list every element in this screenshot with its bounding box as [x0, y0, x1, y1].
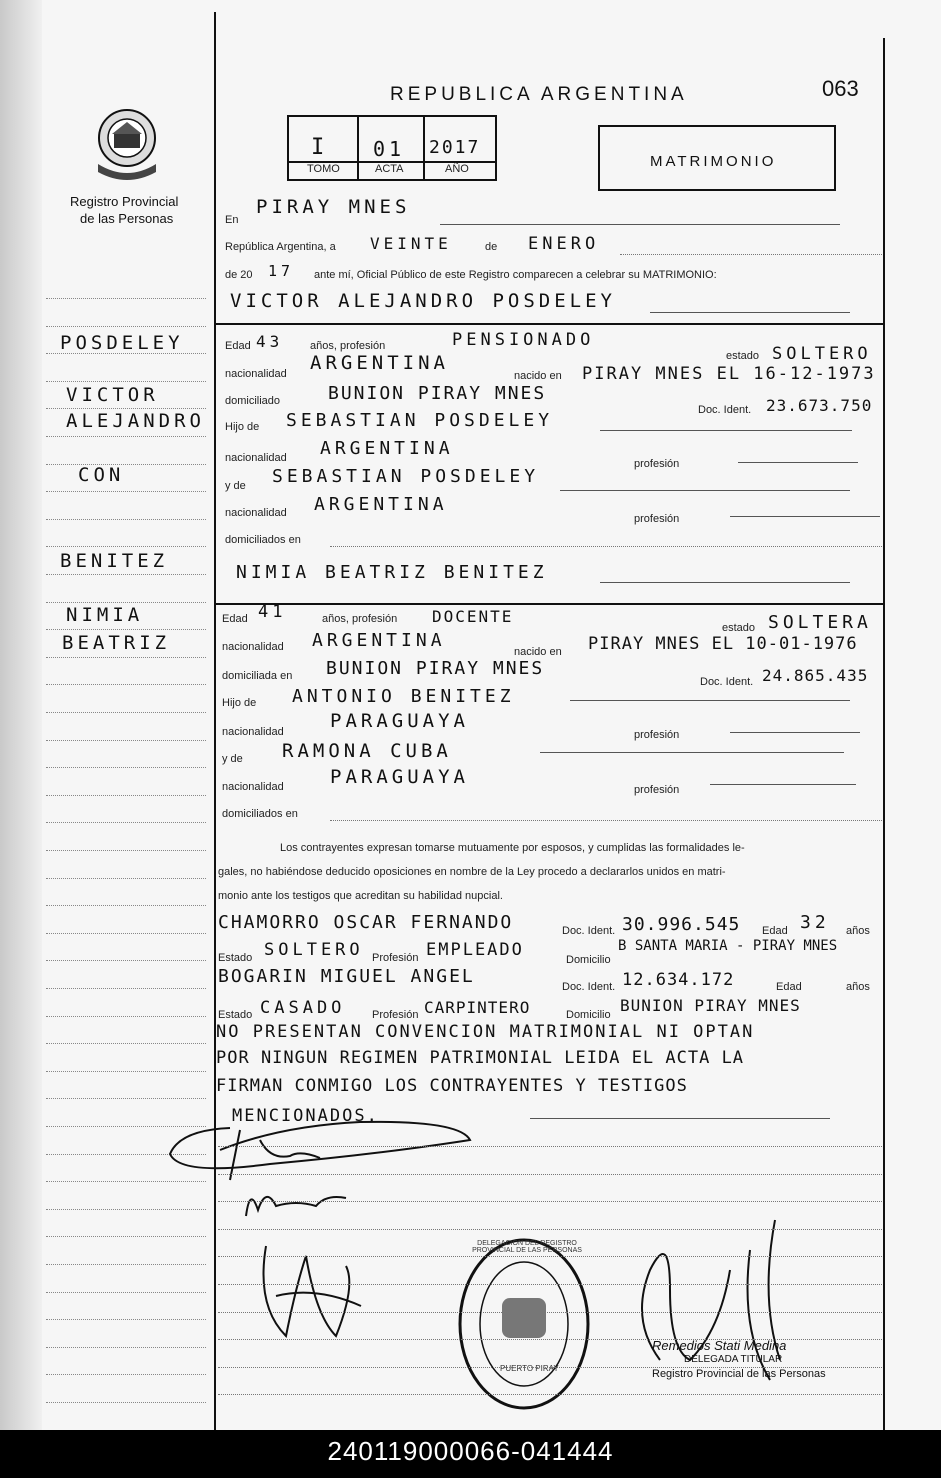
label-anios-profesion: años, profesión [322, 613, 398, 625]
label-estado: Estado [218, 1009, 253, 1021]
rule [730, 732, 860, 733]
observation-line2: POR NINGUN REGIMEN PATRIMONIAL LEIDA EL ACTA LA [216, 1048, 745, 1068]
witness1-doc: 30.996.545 [622, 914, 741, 935]
margin-rule [46, 795, 206, 796]
witness2-domicile: BUNION PIRAY MNES [620, 996, 801, 1015]
margin-rule [46, 1016, 206, 1017]
rule [440, 224, 840, 225]
legal-text-line3: monio ante los testigos que acreditan su habilidad nupcial. [218, 890, 503, 902]
body-rule [218, 1146, 882, 1147]
tomo-label: TOMO [307, 163, 340, 175]
label-nacionalidad: nacionalidad [222, 641, 284, 653]
page-number: 063 [822, 76, 859, 101]
label-estado: estado [726, 350, 760, 362]
label-profesion: profesión [634, 784, 680, 796]
label-profesion: profesión [634, 513, 680, 525]
document-type-box [598, 125, 836, 191]
rule [530, 1118, 830, 1119]
act-month: ENERO [528, 234, 600, 254]
margin-rule [46, 546, 206, 547]
margin-rule [46, 988, 206, 989]
bride-mother-nationality: PARAGUAYA [330, 766, 469, 788]
margin-note-groom-surname: POSDELEY [60, 332, 184, 354]
rule [560, 490, 850, 491]
margin-note-con: CON [78, 464, 125, 486]
bride-profession: DOCENTE [432, 607, 514, 626]
body-rule [218, 1367, 882, 1368]
rule [600, 430, 852, 431]
rule [600, 582, 850, 583]
margin-rule [46, 1402, 206, 1403]
rule [738, 462, 858, 463]
groom-father-nationality: ARGENTINA [320, 438, 454, 459]
seal-text: DELEGACION DEL REGISTRO PROVINCIAL DE LAS PERSONAS [472, 1240, 582, 1254]
tomo-acta-anio-box [287, 115, 497, 181]
body-rule [218, 1312, 882, 1313]
label-republica: República Argentina, a [225, 241, 336, 253]
label-y-de: y de [222, 753, 243, 765]
bride-mother: RAMONA CUBA [282, 740, 452, 762]
margin-rule [46, 574, 206, 575]
registry-name-line1: Registro Provincial [70, 194, 179, 209]
groom-profession: PENSIONADO [452, 330, 595, 350]
rule [710, 784, 856, 785]
label-en: En [225, 214, 239, 226]
margin-rule [46, 519, 206, 520]
section-divider [214, 603, 883, 605]
margin-rule [46, 933, 206, 934]
margin-rule [46, 657, 206, 658]
label-domiciliados-en: domiciliados en [222, 808, 298, 820]
body-rule [218, 1174, 882, 1175]
margin-rule [46, 1292, 206, 1293]
groom-full-name: VICTOR ALEJANDRO POSDELEY [230, 290, 616, 312]
groom-doc: 23.673.750 [766, 396, 873, 415]
label-anios: años [846, 981, 870, 993]
label-edad: Edad [225, 340, 251, 352]
label-profesion: profesión [634, 458, 680, 470]
label-de-20: de 20 [225, 269, 253, 281]
label-de: de [485, 241, 498, 253]
bride-doc: 24.865.435 [762, 666, 869, 685]
label-estado: Estado [218, 952, 253, 964]
legal-text-line1: Los contrayentes expresan tomarse mutuamente por esposos, y cumplidas las formalidades le- [280, 842, 745, 854]
act-day: VEINTE [370, 234, 452, 253]
margin-rule [46, 381, 206, 382]
margin-note-bride-surname: BENITEZ [60, 550, 169, 572]
witness2-status: CASADO [260, 998, 346, 1018]
margin-note-groom-first: VICTOR [66, 384, 159, 406]
groom-marital-status: SOLTERO [772, 344, 872, 364]
label-nacido-en: nacido en [514, 646, 562, 658]
margin-note-bride-first: NIMIA [66, 604, 144, 626]
margin-rule [46, 1043, 206, 1044]
groom-mother: SEBASTIAN POSDELEY [272, 466, 540, 487]
margin-rule [46, 767, 206, 768]
section-divider [214, 323, 883, 325]
witness2-profession: CARPINTERO [424, 998, 531, 1017]
page-edge-shadow [0, 0, 42, 1430]
margin-note-bride-second: BEATRIZ [62, 632, 171, 654]
label-doc-ident: Doc. Ident. [562, 925, 616, 937]
bride-age: 41 [258, 602, 287, 622]
label-nacionalidad: nacionalidad [225, 507, 287, 519]
registry-name-line2: de las Personas [80, 211, 174, 226]
label-profesion: Profesión [372, 952, 419, 964]
bride-domicile: BUNION PIRAY MNES [326, 658, 545, 679]
margin-rule [46, 491, 206, 492]
groom-nationality: ARGENTINA [310, 352, 449, 374]
anio-value: 2017 [429, 137, 481, 158]
label-estado: estado [722, 622, 756, 634]
margin-rule [46, 1264, 206, 1265]
rule [650, 312, 850, 313]
margin-rule [46, 629, 206, 630]
label-domiciliado: domiciliado [225, 395, 281, 407]
body-rule [218, 1339, 882, 1340]
tomo-value: I [311, 135, 329, 160]
official-seal-icon [456, 1236, 592, 1412]
margin-rule [46, 684, 206, 685]
official-title: DELEGADA TITULAR [684, 1354, 783, 1365]
label-nacionalidad: nacionalidad [225, 452, 287, 464]
margin-rule [46, 1347, 206, 1348]
margin-rule [46, 298, 206, 299]
acta-label: ACTA [375, 163, 404, 175]
witness1-status: SOLTERO [264, 940, 364, 960]
label-edad: Edad [762, 925, 788, 937]
label-doc-ident: Doc. Ident. [700, 676, 754, 688]
margin-rule [46, 1071, 206, 1072]
margin-rule [46, 960, 206, 961]
margin-rule [46, 740, 206, 741]
label-nacionalidad: nacionalidad [222, 781, 284, 793]
label-domicilio: Domicilio [566, 1009, 611, 1021]
margin-rule [46, 326, 206, 327]
bride-birth: PIRAY MNES EL 10-01-1976 [588, 634, 858, 654]
bride-father-nationality: PARAGUAYA [330, 710, 469, 732]
margin-rule [46, 1209, 206, 1210]
label-domiciliada-en: domiciliada en [222, 670, 293, 682]
witness1-age: 32 [800, 912, 830, 933]
margin-rule [46, 602, 206, 603]
rule [330, 820, 882, 821]
misiones-emblem-icon [94, 108, 160, 184]
label-anios-profesion: años, profesión [310, 340, 386, 352]
witness2-name: BOGARIN MIGUEL ANGEL [218, 966, 475, 987]
anio-label: AÑO [445, 163, 469, 175]
groom-father: SEBASTIAN POSDELEY [286, 410, 554, 431]
official-name: Remedios Stati Medina [652, 1338, 787, 1353]
rule [620, 254, 882, 255]
margin-rule [46, 822, 206, 823]
margin-rule [46, 850, 206, 851]
label-profesion: Profesión [372, 1009, 419, 1021]
country-title: REPUBLICA ARGENTINA [390, 84, 688, 105]
left-margin-line [214, 12, 216, 1430]
margin-rule [46, 1098, 206, 1099]
label-edad: Edad [776, 981, 802, 993]
label-ante-mi: ante mí, Oficial Público de este Registro comparecen a celebrar su MATRIMONIO: [314, 269, 717, 281]
bride-nationality: ARGENTINA [312, 630, 446, 651]
body-rule [218, 1256, 882, 1257]
rule [730, 516, 880, 517]
observation-line3: FIRMAN CONMIGO LOS CONTRAYENTES Y TESTIGOS [216, 1076, 688, 1096]
margin-rule [46, 878, 206, 879]
seal-place: PUERTO PIRAY [500, 1364, 559, 1373]
label-nacionalidad: nacionalidad [225, 368, 287, 380]
witness-signature-icon [246, 1226, 376, 1356]
label-anios: años [846, 925, 870, 937]
label-doc-ident: Doc. Ident. [698, 404, 752, 416]
label-hijo-de: Hijo de [225, 421, 260, 433]
body-rule [218, 1284, 882, 1285]
rule [540, 752, 844, 753]
witness2-doc: 12.634.172 [622, 970, 735, 990]
official-office: Registro Provincial de las Personas [652, 1368, 826, 1380]
rule [330, 546, 882, 547]
observation-line1: NO PRESENTAN CONVENCION MATRIMONIAL NI OPTAN [216, 1022, 755, 1042]
footer-code: 240119000066-041444 [327, 1436, 614, 1466]
right-margin-line [883, 38, 885, 1430]
margin-rule [46, 905, 206, 906]
witness1-name: CHAMORRO OSCAR FERNANDO [218, 912, 514, 933]
body-rule [218, 1229, 882, 1230]
label-nacionalidad: nacionalidad [222, 726, 284, 738]
label-edad: Edad [222, 613, 248, 625]
groom-mother-nationality: ARGENTINA [314, 494, 448, 515]
bride-full-name: NIMIA BEATRIZ BENITEZ [236, 562, 548, 583]
margin-rule [46, 1319, 206, 1320]
label-domicilio: Domicilio [566, 954, 611, 966]
label-y-de: y de [225, 480, 246, 492]
margin-rule [46, 1374, 206, 1375]
label-domiciliados-en: domiciliados en [225, 534, 301, 546]
groom-domicile: BUNION PIRAY MNES [328, 383, 547, 404]
margin-rule [46, 1236, 206, 1237]
label-hijo-de: Hijo de [222, 697, 257, 709]
body-rule [218, 1394, 882, 1395]
margin-rule [46, 436, 206, 437]
margin-note-groom-second: ALEJANDRO [66, 410, 205, 432]
bride-marital-status: SOLTERA [768, 612, 872, 633]
witness1-profession: EMPLEADO [426, 940, 524, 960]
acta-value: 01 [373, 137, 406, 161]
legal-text-line2: gales, no habiéndose deducido oposiciones en nombre de la Ley procedo a declararlos unidos en matri- [218, 866, 726, 878]
label-doc-ident: Doc. Ident. [562, 981, 616, 993]
witness1-domicile: B SANTA MARIA - PIRAY MNES [618, 938, 838, 954]
label-nacido-en: nacido en [514, 370, 562, 382]
body-rule [218, 1201, 882, 1202]
margin-rule [46, 712, 206, 713]
document-type: MATRIMONIO [650, 153, 777, 170]
rule [570, 700, 850, 701]
observation-line4: MENCIONADOS. [232, 1106, 379, 1126]
act-place: PIRAY MNES [256, 196, 411, 218]
margin-rule [46, 464, 206, 465]
bride-father: ANTONIO BENITEZ [292, 686, 515, 707]
groom-birth: PIRAY MNES EL 16-12-1973 [582, 364, 876, 384]
groom-age: 43 [256, 332, 284, 351]
label-profesion: profesión [634, 729, 680, 741]
act-year: 17 [268, 262, 295, 280]
